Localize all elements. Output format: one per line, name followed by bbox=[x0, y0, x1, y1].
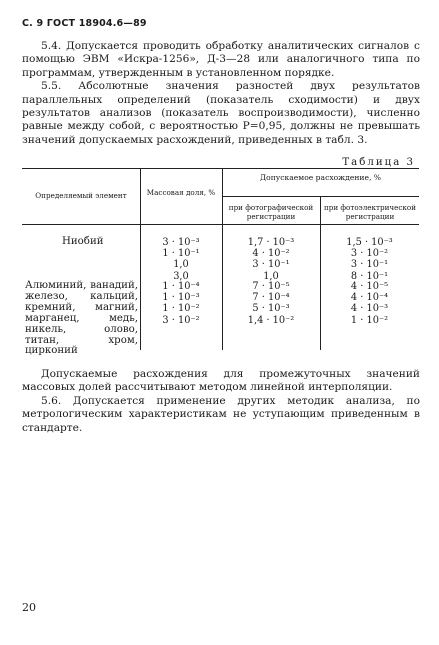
table-cell: 4 · 10⁻³ bbox=[350, 303, 389, 315]
header-allowed: Допускаемое расхождение, % bbox=[260, 173, 381, 182]
table-cell: 4 · 10⁻⁴ bbox=[350, 292, 389, 304]
text-block-bottom bbox=[22, 368, 420, 435]
table-cell: 1 · 10⁻² bbox=[350, 314, 389, 326]
table-cell: 1 · 10⁻⁴ bbox=[162, 281, 200, 292]
col-mass-group-2 bbox=[140, 281, 222, 326]
col-photoelectric-group-1 bbox=[320, 237, 419, 282]
col-photo-group-1 bbox=[222, 237, 320, 282]
header-mass: Массовая доля, % bbox=[146, 188, 216, 197]
table-cell: 3 · 10⁻² bbox=[350, 248, 389, 260]
table-cell: 3 · 10⁻³ bbox=[162, 237, 200, 248]
table-cell: 4 · 10⁻⁵ bbox=[350, 281, 389, 292]
table-rule-top bbox=[22, 168, 419, 169]
table-cell: 1,5 · 10⁻³ bbox=[346, 237, 393, 248]
table-cell: 1,0 bbox=[173, 259, 189, 271]
table-cell: 1 · 10⁻³ bbox=[162, 292, 200, 304]
col-photoelectric-group-2 bbox=[320, 281, 419, 326]
table-cell: 3 · 10⁻¹ bbox=[252, 259, 290, 271]
table-caption: Таблица 3 bbox=[342, 157, 415, 168]
paragraph-5-5: 5.5. Абсолютные значения разностей двух результатов параллельных определений (показатель сходимости) и двух результатов анализов (показатель воспроизводимости), численно равные между собой, с вероятностью P=0,95, должны не превышать значений допускаемых расхождений, приведенных в табл. 3. bbox=[22, 80, 420, 146]
paragraph-5-6: 5.6. Допускается применение других методик анализа, по метрологическим характеристикам не уступающим приведенным в стандарте. bbox=[22, 394, 420, 434]
table-cell: 1,7 · 10⁻³ bbox=[247, 237, 295, 248]
table-cell: 3 · 10⁻¹ bbox=[350, 259, 389, 271]
row-label-metals: Алюминий, ванадий, железо, кальций, кремний, магний, марганец, медь, никель, олово, титан, хром, цирконий bbox=[25, 280, 138, 357]
col-photo-group-2 bbox=[222, 281, 320, 326]
text-block-top bbox=[22, 40, 420, 147]
table-cell: 5 · 10⁻³ bbox=[252, 303, 290, 315]
col-mass-group-1 bbox=[140, 237, 222, 282]
paragraph-interpolation: Допускаемые расхождения для промежуточных значений массовых долей рассчитывают методом линейной интерполяции. bbox=[22, 368, 420, 394]
header-photo: при фотографической регистрации bbox=[228, 203, 314, 221]
page-number: 20 bbox=[22, 601, 36, 614]
table-cell: 8 · 10⁻¹ bbox=[350, 270, 389, 282]
header-photoelectric: при фотоэлектрической регистрации bbox=[323, 203, 417, 221]
table-cell: 1 · 10⁻² bbox=[162, 303, 200, 315]
table-cell: 1,0 bbox=[263, 270, 279, 282]
table-cell: 3,0 bbox=[173, 270, 189, 282]
table-rule-header-bottom bbox=[22, 224, 419, 225]
table-cell: 3 · 10⁻² bbox=[162, 314, 200, 326]
table-cell: 7 · 10⁻⁵ bbox=[252, 281, 290, 292]
paragraph-5-4: 5.4. Допускается проводить обработку аналитических сигналов с помощью ЭВМ «Искра-1256», Д-3—28 или аналогичного типа по программам, утвержденным в установленном порядке. bbox=[22, 40, 420, 79]
table-cell: 1,4 · 10⁻² bbox=[247, 314, 295, 326]
row-label-niobium: Ниобий bbox=[62, 236, 104, 247]
table-cell: 4 · 10⁻² bbox=[252, 248, 290, 260]
page-header: С. 9 ГОСТ 18904.6—89 bbox=[22, 18, 147, 29]
table-cell: 7 · 10⁻⁴ bbox=[252, 292, 290, 304]
table-cell: 1 · 10⁻¹ bbox=[162, 248, 200, 260]
table-3 bbox=[22, 168, 419, 357]
header-element: Определяемый элемент bbox=[35, 191, 127, 200]
